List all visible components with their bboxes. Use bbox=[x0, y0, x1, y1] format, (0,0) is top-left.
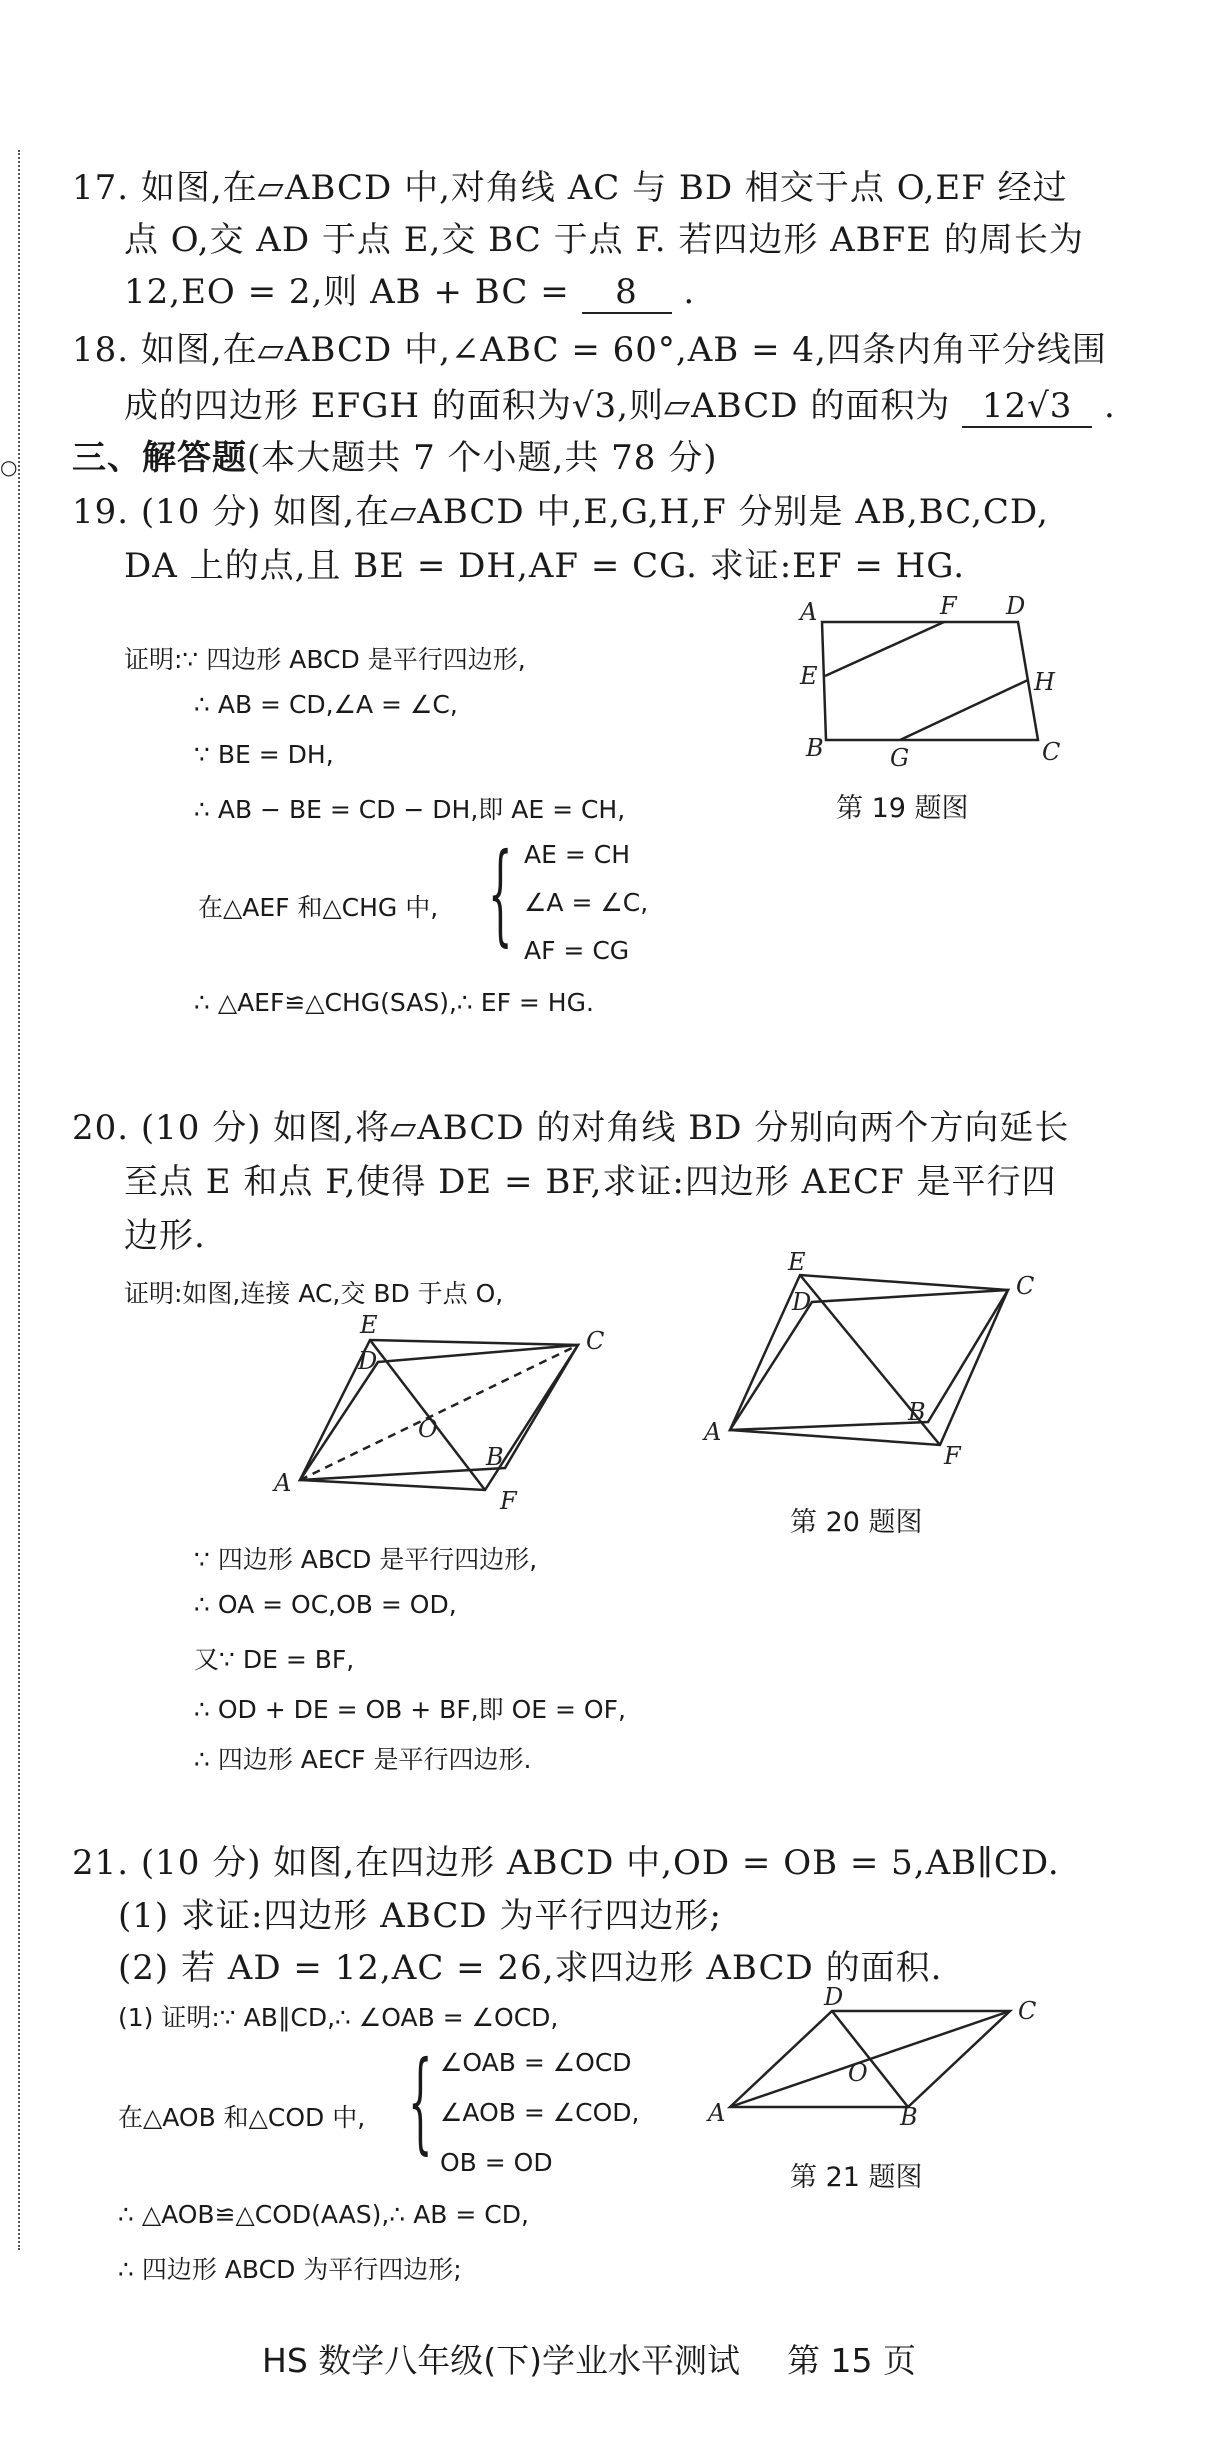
q17-line3-post: . bbox=[683, 272, 696, 312]
q19-label-b: B bbox=[806, 734, 824, 762]
q20-line3: 边形. bbox=[124, 1216, 206, 1256]
q21-label-d: D bbox=[824, 1985, 844, 2011]
q20-line1: 20. (10 分) 如图,将▱ABCD 的对角线 BD 分别向两个方向延长 bbox=[72, 1108, 1070, 1148]
q20p-label-c: C bbox=[586, 1327, 605, 1355]
q20-proof-start: 证明:如图,连接 AC,交 BD 于点 O, bbox=[124, 1279, 504, 1308]
q19-proof-line: ∴ AB − BE = CD − DH,即 AE = CH, bbox=[194, 795, 626, 824]
footer-page-number: 第 15 页 bbox=[787, 2341, 916, 2380]
q20-label-a: A bbox=[704, 1418, 722, 1446]
q21-line1: 21. (10 分) 如图,在四边形 ABCD 中,OD = OB = 5,AB∥CD. bbox=[72, 1843, 1060, 1883]
q20-label-f: F bbox=[944, 1442, 961, 1470]
q21-conclusion1: ∴ △AOB≌△COD(AAS),∴ AB = CD, bbox=[118, 2200, 529, 2229]
q20-caption: 第 20 题图 bbox=[790, 1507, 923, 1538]
q20p-label-e: E bbox=[360, 1311, 378, 1339]
section3-title: 三、解答题 bbox=[72, 438, 247, 478]
q19-cond: ∠A = ∠C, bbox=[524, 888, 649, 917]
q20-figure bbox=[690, 1250, 1070, 1470]
q20-proof-dashed-ac bbox=[300, 1345, 578, 1480]
q21-proof1: (1) 证明:∵ AB∥CD,∴ ∠OAB = ∠OCD, bbox=[118, 2003, 559, 2032]
q21-cond-intro: 在△AOB 和△COD 中, bbox=[118, 2103, 366, 2132]
q21-figure bbox=[700, 1985, 1060, 2125]
q20-proof-line: 又∵ DE = BF, bbox=[194, 1645, 355, 1674]
q19-label-d: D bbox=[1006, 592, 1026, 620]
q21-brace: { bbox=[408, 2037, 433, 2165]
q19-proof-line: 证明:∵ 四边形 ABCD 是平行四边形, bbox=[124, 645, 526, 674]
q21-label-c: C bbox=[1018, 1997, 1037, 2025]
q17-line2: 点 O,交 AD 于点 E,交 BC 于点 F. 若四边形 ABFE 的周长为 bbox=[124, 220, 1084, 260]
q19-segment-ef bbox=[825, 622, 944, 676]
q18-line2-post: . bbox=[1103, 386, 1116, 426]
q19-cond: AE = CH bbox=[524, 840, 630, 869]
q19-proof-line: ∵ BE = DH, bbox=[194, 740, 334, 769]
q17-line1: 17. 如图,在▱ABCD 中,对角线 AC 与 BD 相交于点 O,EF 经过 bbox=[72, 168, 1068, 208]
q19-proof-line: ∴ AB = CD,∠A = ∠C, bbox=[194, 690, 458, 719]
q21-cond: ∠OAB = ∠OCD bbox=[440, 2048, 632, 2077]
q19-conclusion: ∴ △AEF≌△CHG(SAS),∴ EF = HG. bbox=[194, 988, 594, 1017]
q19-label-e: E bbox=[800, 662, 818, 690]
q19-figure bbox=[780, 580, 1080, 780]
q17-answer: 8 bbox=[582, 272, 672, 314]
q20-proof-line: ∴ OD + DE = OB + BF,即 OE = OF, bbox=[194, 1695, 626, 1724]
q20p-label-b: B bbox=[486, 1443, 504, 1471]
q17-line3 bbox=[124, 264, 695, 314]
q18-line1: 18. 如图,在▱ABCD 中,∠ABC = 60°,AB = 4,四条内角平分线围 bbox=[72, 330, 1107, 370]
q19-line1: 19. (10 分) 如图,在▱ABCD 中,E,G,H,F 分别是 AB,BC,CD, bbox=[72, 492, 1049, 532]
q20-proof-line: ∴ OA = OC,OB = OD, bbox=[194, 1590, 457, 1619]
section3-heading bbox=[72, 430, 717, 479]
q20-proof-line: ∵ 四边形 ABCD 是平行四边形, bbox=[194, 1545, 538, 1574]
q21-cond: OB = OD bbox=[440, 2148, 553, 2177]
q19-segment-hg bbox=[900, 680, 1028, 740]
q19-cond: AF = CG bbox=[524, 936, 630, 965]
q21-part1: (1) 求证:四边形 ABCD 为平行四边形; bbox=[118, 1896, 722, 1936]
q20p-label-d: D bbox=[358, 1347, 378, 1375]
q20p-label-f: F bbox=[500, 1487, 517, 1515]
q20p-label-a: A bbox=[274, 1469, 292, 1497]
q19-brace: { bbox=[488, 829, 513, 957]
footer bbox=[262, 2335, 916, 2382]
q21-part2: (2) 若 AD = 12,AC = 26,求四边形 ABCD 的面积. bbox=[118, 1948, 943, 1988]
q19-cond-intro: 在△AEF 和△CHG 中, bbox=[198, 893, 439, 922]
q21-label-b: B bbox=[900, 2103, 918, 2125]
q19-caption: 第 19 题图 bbox=[836, 793, 969, 824]
q21-caption: 第 21 题图 bbox=[790, 2162, 923, 2193]
q20-label-c: C bbox=[1016, 1272, 1035, 1300]
q20-label-b: B bbox=[908, 1398, 926, 1426]
q18-line2 bbox=[124, 378, 1116, 428]
q21-cond: ∠AOB = ∠COD, bbox=[440, 2098, 640, 2127]
q21-conclusion2: ∴ 四边形 ABCD 为平行四边形; bbox=[118, 2255, 462, 2284]
section3-note: (本大题共 7 个小题,共 78 分) bbox=[247, 438, 718, 478]
q21-diagonal-bd bbox=[832, 2011, 908, 2107]
q20-label-e: E bbox=[788, 1250, 806, 1276]
q21-label-o: O bbox=[848, 2059, 868, 2087]
q20-line2: 至点 E 和点 F,使得 DE = BF,求证:四边形 AECF 是平行四 bbox=[124, 1162, 1057, 1202]
binding-dashed-line bbox=[18, 150, 20, 2250]
footer-title: HS 数学八年级(下)学业水平测试 bbox=[262, 2341, 741, 2380]
q18-answer: 12√3 bbox=[962, 386, 1092, 428]
q17-line3-pre: 12,EO = 2,则 AB + BC = bbox=[124, 272, 570, 312]
q20-proof-line: ∴ 四边形 AECF 是平行四边形. bbox=[194, 1745, 532, 1774]
side-margin-mark: ○ bbox=[0, 455, 18, 479]
q19-label-c: C bbox=[1042, 738, 1061, 766]
q20-label-d: D bbox=[792, 1288, 812, 1316]
q19-label-f: F bbox=[940, 592, 957, 620]
q19-label-a: A bbox=[800, 598, 818, 626]
q19-label-g: G bbox=[890, 744, 910, 772]
q19-line2: DA 上的点,且 BE = DH,AF = CG. 求证:EF = HG. bbox=[124, 546, 966, 586]
q19-label-h: H bbox=[1034, 668, 1055, 696]
q18-line2-pre: 成的四边形 EFGH 的面积为√3,则▱ABCD 的面积为 bbox=[124, 386, 951, 426]
q21-label-a: A bbox=[708, 2099, 726, 2125]
q19-parallelogram bbox=[822, 622, 1038, 740]
q20p-label-o: O bbox=[418, 1415, 438, 1443]
q20-proof-figure bbox=[260, 1305, 640, 1515]
